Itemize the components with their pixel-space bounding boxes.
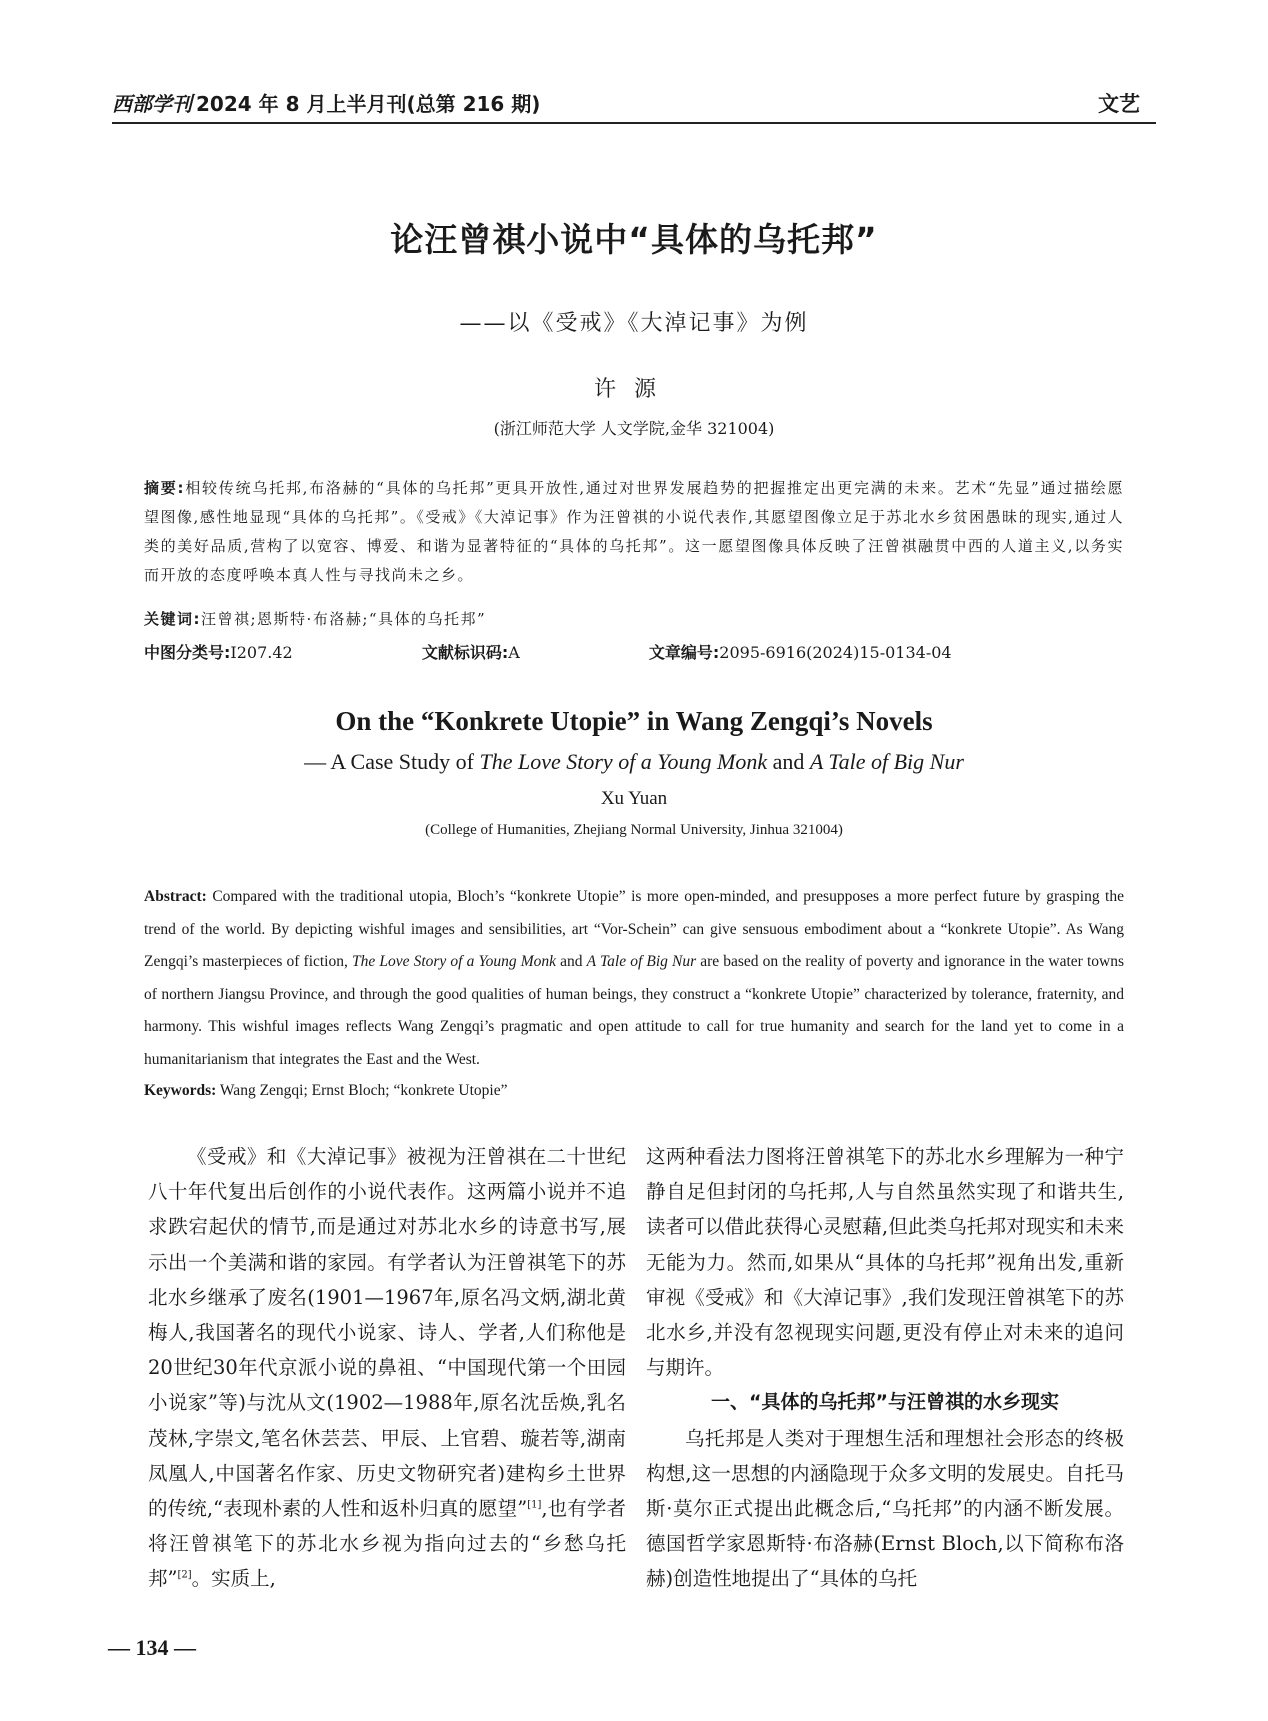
keywords-label: 关键词: [144, 610, 201, 628]
issue-info: 2024 年 8 月上半月刊(总第 216 期) [196, 92, 541, 116]
chinese-keywords [144, 608, 486, 629]
article-number: 文章编号:2095-6916(2024)15-0134-04 [648, 643, 952, 662]
citation-ref[interactable]: [2] [177, 1569, 192, 1581]
document-code: 文献标识码:A [421, 643, 520, 662]
body-column-right [646, 1139, 1124, 1597]
article-title: 论汪曾祺小说中“具体的乌托邦” [390, 220, 878, 259]
english-keywords: Keywords: Wang Zengqi; Ernst Bloch; “konkrete Utopie” [144, 1082, 508, 1099]
english-affiliation: (College of Humanities, Zhejiang Normal University, Jinhua 321004) [425, 822, 843, 838]
abstract-label: 摘要: [144, 479, 186, 497]
english-abstract: Abstract: Compared with the traditional utopia, Bloch’s “konkrete Utopie” is more open-minded, and presupposes a more perfect future by grasping the trend of the world. By depicting wishful images and sensibilities, art “Vor-Schein” can give sensuous embodiment about a “konkrete Utopie”. As Wang Zengqi’s masterpieces of fiction, The Love Story of a Young Monk and A Tale of Big Nur are based on the reality of poverty and ignorance in the water towns of northern Jiangsu Province, and through the good qualities of human beings, they construct a “konkrete Utopie” characterized by tolerance, fraternity, and harmony. This wishful images reflects Wang Zengqi’s pragmatic and open attitude to call for true humanity and search for the land yet to come in a humanitarianism that integrates the East and the West. [144, 888, 1124, 1068]
english-subtitle: — A Case Study of The Love Story of a Young Monk and A Tale of Big Nur [304, 749, 964, 774]
body-paragraph: 这两种看法力图将汪曾祺笔下的苏北水乡理解为一种宁静自足但封闭的乌托邦,人与自然虽然实现了和谐共生,读者可以借此获得心灵慰藉,但此类乌托邦对现实和未来无能为力。然而,如果从“具体的乌托邦”视角出发,重新审视《受戒》和《大淖记事》,我们发现汪曾祺笔下的苏北水乡,并没有忽视现实问题,更没有停止对未来的追问与期许。 [646, 1145, 1124, 1380]
citation-ref[interactable]: [1] [527, 1499, 542, 1511]
body-column-left [148, 1139, 626, 1597]
article-subtitle: ——以《受戒》《大淖记事》为例 [459, 311, 809, 336]
section-label: 文艺 [1098, 92, 1140, 116]
classification-meta [144, 640, 1076, 663]
abstract-text: 相较传统乌托邦,布洛赫的“具体的乌托邦”更具开放性,通过对世界发展趋势的把握推定出更完满的未来。艺术“先显”通过描绘愿望图像,感性地显现“具体的乌托邦”。《受戒》《大淖记事》作为汪曾祺的小说代表作,其愿望图像立足于苏北水乡贫困愚昧的现实,通过人类的美好品质,营构了以宽容、博爱、和谐为显著特征的“具体的乌托邦”。这一愿望图像具体反映了汪曾祺融贯中西的人道主义,以务实而开放的态度呼唤本真人性与寻找尚未之乡。 [144, 479, 1125, 584]
section-heading: 一、“具体的乌托邦”与汪曾祺的水乡现实 [711, 1391, 1059, 1414]
chinese-abstract [144, 474, 1124, 590]
author-affiliation: (浙江师范大学 人文学院,金华 321004) [493, 419, 775, 438]
page-number: — 134 — [108, 1635, 196, 1660]
body-paragraph: 乌托邦是人类对于理想生活和理想社会形态的终极构想,这一思想的内涵隐现于众多文明的发展史。自托马斯·莫尔正式提出此概念后,“乌托邦”的内涵不断发展。德国哲学家恩斯特·布洛赫(Ernst Bloch,以下简称布洛赫)创造性地提出了“具体的乌托 [646, 1426, 1124, 1591]
keywords-text: 汪曾祺;恩斯特·布洛赫;“具体的乌托邦” [201, 610, 487, 628]
english-author: Xu Yuan [600, 788, 668, 809]
author-name: 许源 [593, 377, 674, 402]
english-abstract-label: Abstract: [144, 888, 207, 905]
body-paragraph: 《受戒》和《大淖记事》被视为汪曾祺在二十世纪八十年代复出后创作的小说代表作。这两篇小说并不追求跌宕起伏的情节,而是通过对苏北水乡的诗意书写,展示出一个美满和谐的家园。有学者认为汪曾祺笔下的苏北水乡继承了废名(1901—1967年,原名冯文炳,湖北黄梅人,我国著名的现代小说家、诗人、学者,人们称他是20世纪30年代京派小说的鼻祖、“中国现代第一个田园小说家”等)与沈从文(1902—1988年,原名沈岳焕,乳名茂林,字崇文,笔名休芸芸、甲辰、上官碧、璇若等,湖南凤凰人,中国著名作家、历史文物研究者)建构乡土世界的传统,“表现朴素的人性和返朴归真的愿望”[1],也有学者将汪曾祺笔下的苏北水乡视为指向过去的“乡愁乌托邦”[2]。实质上, [148, 1145, 627, 1591]
english-keywords-label: Keywords: [144, 1082, 217, 1099]
running-header-left [112, 88, 540, 117]
header-rule [112, 122, 1156, 124]
journal-logo: 西部学刊 [112, 92, 192, 116]
clc-number: 中图分类号:I207.42 [144, 643, 293, 662]
english-title: On the “Konkrete Utopie” in Wang Zengqi’s Novels [335, 706, 933, 736]
